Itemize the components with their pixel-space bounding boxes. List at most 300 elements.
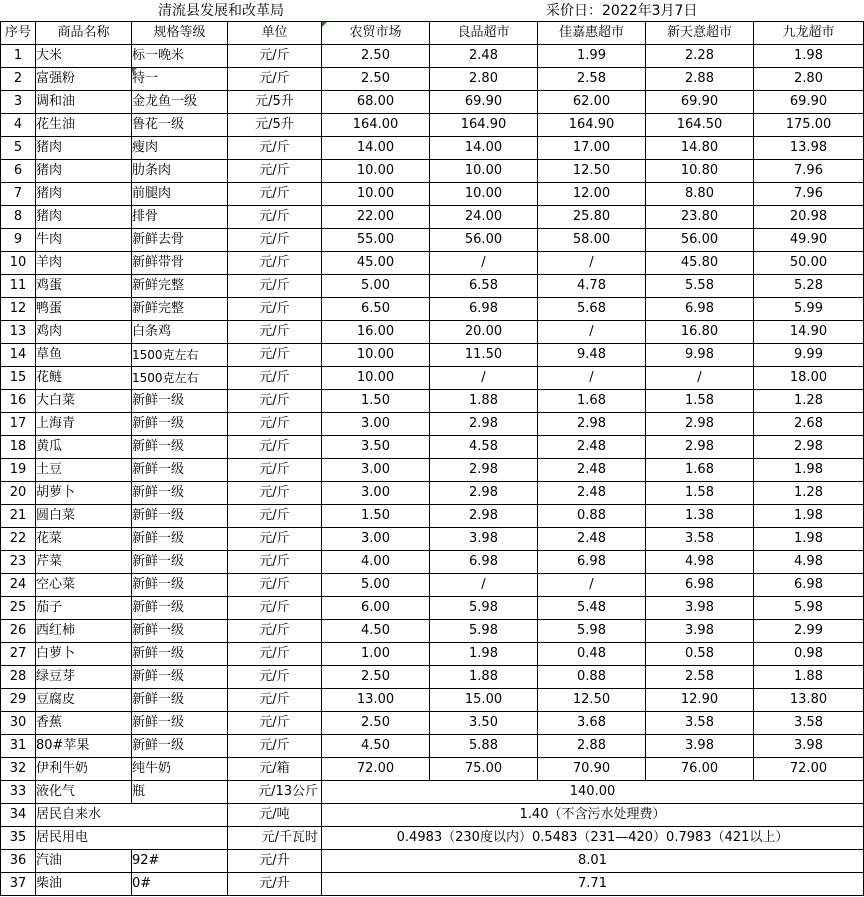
item-spec: 新鲜一级 xyxy=(132,712,228,735)
item-spec: 新鲜一级 xyxy=(132,436,228,459)
price-farm-market: 2.50 xyxy=(322,666,430,689)
row-no: 24 xyxy=(1,574,36,597)
price-jiulong: 1.28 xyxy=(754,482,864,505)
price-liangpin: 5.88 xyxy=(430,735,538,758)
price-jiulong: 1.98 xyxy=(754,45,864,68)
price-jiajiahui: 5.98 xyxy=(538,620,646,643)
table-row xyxy=(1,45,864,68)
item-spec: 新鲜一级 xyxy=(132,528,228,551)
item-spec: 新鲜一级 xyxy=(132,574,228,597)
item-name: 西红柿 xyxy=(36,620,132,643)
item-name: 胡萝卜 xyxy=(36,482,132,505)
item-spec: 标一晚米 xyxy=(132,45,228,68)
column-header-row xyxy=(1,22,864,45)
price-jiajiahui: 2.88 xyxy=(538,735,646,758)
table-row-merged xyxy=(1,850,864,873)
row-no: 17 xyxy=(1,413,36,436)
price-jiajiahui: 58.00 xyxy=(538,229,646,252)
item-spec: 鲁花一级 xyxy=(132,114,228,137)
price-liangpin: 11.50 xyxy=(430,344,538,367)
price-farm-market: 5.00 xyxy=(322,574,430,597)
row-no: 18 xyxy=(1,436,36,459)
item-unit: 元/5升 xyxy=(228,91,322,114)
item-unit: 元/斤 xyxy=(228,183,322,206)
row-no: 15 xyxy=(1,367,36,390)
item-name: 汽油 xyxy=(36,850,132,873)
table-row xyxy=(1,252,864,275)
merged-price-value: 7.71 xyxy=(322,873,864,896)
price-xintianyi: 4.98 xyxy=(646,551,754,574)
item-unit: 元/斤 xyxy=(228,344,322,367)
price-farm-market: 10.00 xyxy=(322,183,430,206)
table-row xyxy=(1,758,864,781)
item-name: 芹菜 xyxy=(36,551,132,574)
price-jiajiahui: 1.99 xyxy=(538,45,646,68)
price-liangpin: 10.00 xyxy=(430,183,538,206)
price-liangpin: 14.00 xyxy=(430,137,538,160)
item-spec: 92# xyxy=(132,850,228,873)
item-name: 80#苹果 xyxy=(36,735,132,758)
price-jiulong: 72.00 xyxy=(754,758,864,781)
item-spec: 1500克左右 xyxy=(132,344,228,367)
row-no: 12 xyxy=(1,298,36,321)
price-farm-market: 68.00 xyxy=(322,91,430,114)
price-farm-market: 1.00 xyxy=(322,643,430,666)
price-jiajiahui: 70.90 xyxy=(538,758,646,781)
col-header-xintianyi: 新天意超市 xyxy=(646,22,754,45)
price-jiajiahui: 12.50 xyxy=(538,689,646,712)
table-row xyxy=(1,91,864,114)
col-header-unit: 单位 xyxy=(228,22,322,45)
price-liangpin: 75.00 xyxy=(430,758,538,781)
merged-price-value: 0.4983（230度以内）0.5483（231—420）0.7983（421以上） xyxy=(322,827,864,850)
price-jiulong: 2.80 xyxy=(754,68,864,91)
price-xintianyi: 164.50 xyxy=(646,114,754,137)
price-xintianyi: 23.80 xyxy=(646,206,754,229)
table-row xyxy=(1,321,864,344)
item-unit: 元/斤 xyxy=(228,367,322,390)
item-unit: 元/斤 xyxy=(228,574,322,597)
item-spec: 新鲜一级 xyxy=(132,505,228,528)
row-no: 1 xyxy=(1,45,36,68)
price-farm-market: 1.50 xyxy=(322,390,430,413)
price-xintianyi: 14.80 xyxy=(646,137,754,160)
price-farm-market: 164.00 xyxy=(322,114,430,137)
row-no: 34 xyxy=(1,804,36,827)
row-no: 32 xyxy=(1,758,36,781)
item-unit: 元/千瓦时 xyxy=(228,827,322,850)
price-liangpin: 2.80 xyxy=(430,68,538,91)
price-xintianyi: 1.58 xyxy=(646,482,754,505)
item-spec: 新鲜一级 xyxy=(132,735,228,758)
price-farm-market: 4.00 xyxy=(322,551,430,574)
item-spec: 新鲜带骨 xyxy=(132,252,228,275)
price-farm-market: 6.00 xyxy=(322,597,430,620)
item-spec: 1500克左右 xyxy=(132,367,228,390)
item-spec: 瓶 xyxy=(132,781,228,804)
price-xintianyi: 8.80 xyxy=(646,183,754,206)
item-unit: 元/斤 xyxy=(228,298,322,321)
price-jiajiahui: 4.78 xyxy=(538,275,646,298)
price-liangpin: / xyxy=(430,574,538,597)
price-xintianyi: 3.58 xyxy=(646,712,754,735)
table-row xyxy=(1,689,864,712)
price-jiajiahui: 164.90 xyxy=(538,114,646,137)
row-no: 28 xyxy=(1,666,36,689)
item-spec: 新鲜一级 xyxy=(132,551,228,574)
price-jiulong: 175.00 xyxy=(754,114,864,137)
item-name: 猪肉 xyxy=(36,206,132,229)
price-xintianyi: 9.98 xyxy=(646,344,754,367)
item-unit: 元/斤 xyxy=(228,459,322,482)
item-spec: 金龙鱼一级 xyxy=(132,91,228,114)
price-jiajiahui: 12.00 xyxy=(538,183,646,206)
item-spec: 新鲜一级 xyxy=(132,482,228,505)
price-jiulong: 50.00 xyxy=(754,252,864,275)
row-no: 33 xyxy=(1,781,36,804)
price-farm-market: 10.00 xyxy=(322,344,430,367)
item-spec: 新鲜完整 xyxy=(132,275,228,298)
price-jiajiahui: 2.58 xyxy=(538,68,646,91)
item-unit: 元/斤 xyxy=(228,551,322,574)
item-unit: 元/斤 xyxy=(228,206,322,229)
price-jiulong: 5.98 xyxy=(754,597,864,620)
price-farm-market: 4.50 xyxy=(322,620,430,643)
price-jiulong: 5.99 xyxy=(754,298,864,321)
table-row xyxy=(1,666,864,689)
item-spec: 新鲜一级 xyxy=(132,666,228,689)
item-name: 香蕉 xyxy=(36,712,132,735)
price-farm-market: 5.00 xyxy=(322,275,430,298)
price-farm-market: 4.50 xyxy=(322,735,430,758)
row-no: 21 xyxy=(1,505,36,528)
price-jiajiahui: 2.48 xyxy=(538,436,646,459)
price-jiulong: 2.98 xyxy=(754,436,864,459)
price-farm-market: 3.00 xyxy=(322,482,430,505)
price-liangpin: 24.00 xyxy=(430,206,538,229)
price-farm-market: 45.00 xyxy=(322,252,430,275)
item-name: 居民用电 xyxy=(36,827,228,850)
item-name: 花生油 xyxy=(36,114,132,137)
item-unit: 元/箱 xyxy=(228,758,322,781)
price-xintianyi: 6.98 xyxy=(646,574,754,597)
price-liangpin: 1.98 xyxy=(430,643,538,666)
row-no: 8 xyxy=(1,206,36,229)
price-jiulong: 14.90 xyxy=(754,321,864,344)
item-name: 猪肉 xyxy=(36,183,132,206)
price-jiajiahui: 17.00 xyxy=(538,137,646,160)
item-unit: 元/斤 xyxy=(228,229,322,252)
item-name: 羊肉 xyxy=(36,252,132,275)
row-no: 30 xyxy=(1,712,36,735)
row-no: 20 xyxy=(1,482,36,505)
price-liangpin: 1.88 xyxy=(430,666,538,689)
price-jiulong: 3.98 xyxy=(754,735,864,758)
item-unit: 元/斤 xyxy=(228,735,322,758)
price-jiajiahui: 2.48 xyxy=(538,459,646,482)
item-spec: 0# xyxy=(132,873,228,896)
price-xintianyi: 1.68 xyxy=(646,459,754,482)
row-no: 4 xyxy=(1,114,36,137)
price-xintianyi: 56.00 xyxy=(646,229,754,252)
row-no: 10 xyxy=(1,252,36,275)
item-name: 大白菜 xyxy=(36,390,132,413)
row-no: 36 xyxy=(1,850,36,873)
table-row xyxy=(1,344,864,367)
price-farm-market: 10.00 xyxy=(322,160,430,183)
table-row xyxy=(1,551,864,574)
price-xintianyi: 2.98 xyxy=(646,436,754,459)
price-farm-market: 16.00 xyxy=(322,321,430,344)
price-jiulong: 1.88 xyxy=(754,666,864,689)
table-row-merged xyxy=(1,804,864,827)
item-unit: 元/斤 xyxy=(228,275,322,298)
item-name: 液化气 xyxy=(36,781,132,804)
price-jiulong: 6.98 xyxy=(754,574,864,597)
price-jiulong: 1.98 xyxy=(754,459,864,482)
table-row xyxy=(1,229,864,252)
table-row xyxy=(1,298,864,321)
row-no: 7 xyxy=(1,183,36,206)
item-spec: 新鲜一级 xyxy=(132,597,228,620)
row-no: 2 xyxy=(1,68,36,91)
item-unit: 元/斤 xyxy=(228,505,322,528)
table-body xyxy=(1,22,864,896)
item-name: 鸭蛋 xyxy=(36,298,132,321)
price-xintianyi: 3.98 xyxy=(646,597,754,620)
price-jiulong: 13.80 xyxy=(754,689,864,712)
price-liangpin: 69.90 xyxy=(430,91,538,114)
price-jiulong: 2.68 xyxy=(754,413,864,436)
price-liangpin: 2.48 xyxy=(430,45,538,68)
price-jiajiahui: 5.48 xyxy=(538,597,646,620)
item-name: 调和油 xyxy=(36,91,132,114)
price-jiajiahui: / xyxy=(538,574,646,597)
table-row xyxy=(1,735,864,758)
price-xintianyi: 16.80 xyxy=(646,321,754,344)
price-liangpin: 5.98 xyxy=(430,597,538,620)
item-name: 柴油 xyxy=(36,873,132,896)
price-jiulong: 1.98 xyxy=(754,528,864,551)
table-row xyxy=(1,620,864,643)
row-no: 29 xyxy=(1,689,36,712)
row-no: 6 xyxy=(1,160,36,183)
row-no: 13 xyxy=(1,321,36,344)
item-name: 草鱼 xyxy=(36,344,132,367)
price-jiajiahui: 12.50 xyxy=(538,160,646,183)
price-xintianyi: 2.28 xyxy=(646,45,754,68)
item-spec: 排骨 xyxy=(132,206,228,229)
item-spec: 肋条肉 xyxy=(132,160,228,183)
row-no: 22 xyxy=(1,528,36,551)
survey-date: 采价日：2022年3月7日 xyxy=(546,3,698,19)
item-spec: 新鲜一级 xyxy=(132,689,228,712)
item-name: 白萝卜 xyxy=(36,643,132,666)
price-jiulong: 9.99 xyxy=(754,344,864,367)
price-jiajiahui: 2.48 xyxy=(538,528,646,551)
item-spec: 纯牛奶 xyxy=(132,758,228,781)
item-name: 鸡蛋 xyxy=(36,275,132,298)
price-xintianyi: 0.58 xyxy=(646,643,754,666)
row-no: 23 xyxy=(1,551,36,574)
price-xintianyi: 69.90 xyxy=(646,91,754,114)
price-farm-market: 2.50 xyxy=(322,712,430,735)
item-name: 绿豆芽 xyxy=(36,666,132,689)
item-spec: 瘦肉 xyxy=(132,137,228,160)
price-jiajiahui: 9.48 xyxy=(538,344,646,367)
table-row xyxy=(1,206,864,229)
price-jiajiahui: 1.68 xyxy=(538,390,646,413)
merged-price-value: 1.40（不含污水处理费） xyxy=(322,804,864,827)
price-liangpin: 2.98 xyxy=(430,482,538,505)
item-unit: 元/斤 xyxy=(228,689,322,712)
price-jiulong: 3.58 xyxy=(754,712,864,735)
price-jiulong: 5.28 xyxy=(754,275,864,298)
price-liangpin: 10.00 xyxy=(430,160,538,183)
item-name: 大米 xyxy=(36,45,132,68)
price-jiulong: 2.99 xyxy=(754,620,864,643)
item-name: 黄瓜 xyxy=(36,436,132,459)
price-jiajiahui: 6.98 xyxy=(538,551,646,574)
item-spec: 前腿肉 xyxy=(132,183,228,206)
price-liangpin: 6.58 xyxy=(430,275,538,298)
row-no: 26 xyxy=(1,620,36,643)
item-name: 上海青 xyxy=(36,413,132,436)
price-xintianyi: 2.88 xyxy=(646,68,754,91)
item-unit: 元/斤 xyxy=(228,712,322,735)
price-jiajiahui: 0.88 xyxy=(538,666,646,689)
col-header-jiulong: 九龙超市 xyxy=(754,22,864,45)
price-xintianyi: / xyxy=(646,367,754,390)
item-unit: 元/斤 xyxy=(228,528,322,551)
price-farm-market: 3.00 xyxy=(322,413,430,436)
table-row xyxy=(1,505,864,528)
item-name: 居民自来水 xyxy=(36,804,228,827)
price-farm-market: 10.00 xyxy=(322,367,430,390)
price-liangpin: / xyxy=(430,252,538,275)
table-row xyxy=(1,712,864,735)
item-unit: 元/斤 xyxy=(228,137,322,160)
price-xintianyi: 12.90 xyxy=(646,689,754,712)
col-header-name: 商品名称 xyxy=(36,22,132,45)
item-spec: 新鲜一级 xyxy=(132,390,228,413)
table-row xyxy=(1,528,864,551)
row-no: 14 xyxy=(1,344,36,367)
item-unit: 元/斤 xyxy=(228,68,322,91)
price-xintianyi: 10.80 xyxy=(646,160,754,183)
price-farm-market: 55.00 xyxy=(322,229,430,252)
table-row-merged xyxy=(1,827,864,850)
price-xintianyi: 1.38 xyxy=(646,505,754,528)
price-xintianyi: 2.98 xyxy=(646,413,754,436)
item-name: 猪肉 xyxy=(36,137,132,160)
merged-price-value: 8.01 xyxy=(322,850,864,873)
table-row xyxy=(1,597,864,620)
item-unit: 元/斤 xyxy=(228,413,322,436)
col-header-jiajiahui: 佳嘉惠超市 xyxy=(538,22,646,45)
item-unit: 元/斤 xyxy=(228,252,322,275)
price-liangpin: / xyxy=(430,367,538,390)
row-no: 37 xyxy=(1,873,36,896)
price-liangpin: 2.98 xyxy=(430,413,538,436)
price-jiajiahui: 0.88 xyxy=(538,505,646,528)
table-row xyxy=(1,643,864,666)
item-name: 猪肉 xyxy=(36,160,132,183)
price-liangpin: 4.58 xyxy=(430,436,538,459)
price-liangpin: 2.98 xyxy=(430,459,538,482)
table-row xyxy=(1,436,864,459)
table-row xyxy=(1,183,864,206)
price-farm-market: 3.00 xyxy=(322,528,430,551)
table-row xyxy=(1,390,864,413)
price-liangpin: 15.00 xyxy=(430,689,538,712)
table-row-merged xyxy=(1,781,864,804)
col-header-liangpin: 良品超市 xyxy=(430,22,538,45)
price-xintianyi: 76.00 xyxy=(646,758,754,781)
price-liangpin: 56.00 xyxy=(430,229,538,252)
item-unit: 元/升 xyxy=(228,850,322,873)
merged-price-value: 140.00 xyxy=(322,781,864,804)
row-no: 11 xyxy=(1,275,36,298)
price-jiulong: 4.98 xyxy=(754,551,864,574)
table-row xyxy=(1,137,864,160)
price-jiajiahui: 25.80 xyxy=(538,206,646,229)
item-name: 富强粉 xyxy=(36,68,132,91)
item-unit: 元/斤 xyxy=(228,321,322,344)
item-name: 花鲢 xyxy=(36,367,132,390)
item-unit: 元/斤 xyxy=(228,390,322,413)
price-xintianyi: 3.58 xyxy=(646,528,754,551)
price-xintianyi: 1.58 xyxy=(646,390,754,413)
price-jiajiahui: / xyxy=(538,367,646,390)
col-header-no: 序号 xyxy=(1,22,36,45)
item-unit: 元/斤 xyxy=(228,160,322,183)
item-spec: 新鲜完整 xyxy=(132,298,228,321)
price-jiajiahui: / xyxy=(538,252,646,275)
price-farm-market: 3.50 xyxy=(322,436,430,459)
price-farm-market: 22.00 xyxy=(322,206,430,229)
price-farm-market: 1.50 xyxy=(322,505,430,528)
item-unit: 元/斤 xyxy=(228,597,322,620)
price-liangpin: 6.98 xyxy=(430,298,538,321)
price-jiajiahui: 3.68 xyxy=(538,712,646,735)
table-row xyxy=(1,68,864,91)
item-spec: 新鲜一级 xyxy=(132,459,228,482)
item-name: 豆腐皮 xyxy=(36,689,132,712)
price-liangpin: 6.98 xyxy=(430,551,538,574)
price-jiulong: 1.28 xyxy=(754,390,864,413)
price-jiulong: 69.90 xyxy=(754,91,864,114)
item-unit: 元/13公斤 xyxy=(228,781,322,804)
price-liangpin: 20.00 xyxy=(430,321,538,344)
row-no: 25 xyxy=(1,597,36,620)
item-name: 鸡肉 xyxy=(36,321,132,344)
price-farm-market: 13.00 xyxy=(322,689,430,712)
row-no: 3 xyxy=(1,91,36,114)
price-farm-market: 2.50 xyxy=(322,68,430,91)
item-unit: 元/斤 xyxy=(228,45,322,68)
price-jiajiahui: 2.98 xyxy=(538,413,646,436)
item-spec: 白条鸡 xyxy=(132,321,228,344)
row-no: 5 xyxy=(1,137,36,160)
price-table xyxy=(0,21,864,896)
table-row xyxy=(1,275,864,298)
item-spec: 新鲜去骨 xyxy=(132,229,228,252)
item-spec: 新鲜一级 xyxy=(132,620,228,643)
item-unit: 元/斤 xyxy=(228,436,322,459)
price-jiajiahui: 62.00 xyxy=(538,91,646,114)
item-name: 茄子 xyxy=(36,597,132,620)
